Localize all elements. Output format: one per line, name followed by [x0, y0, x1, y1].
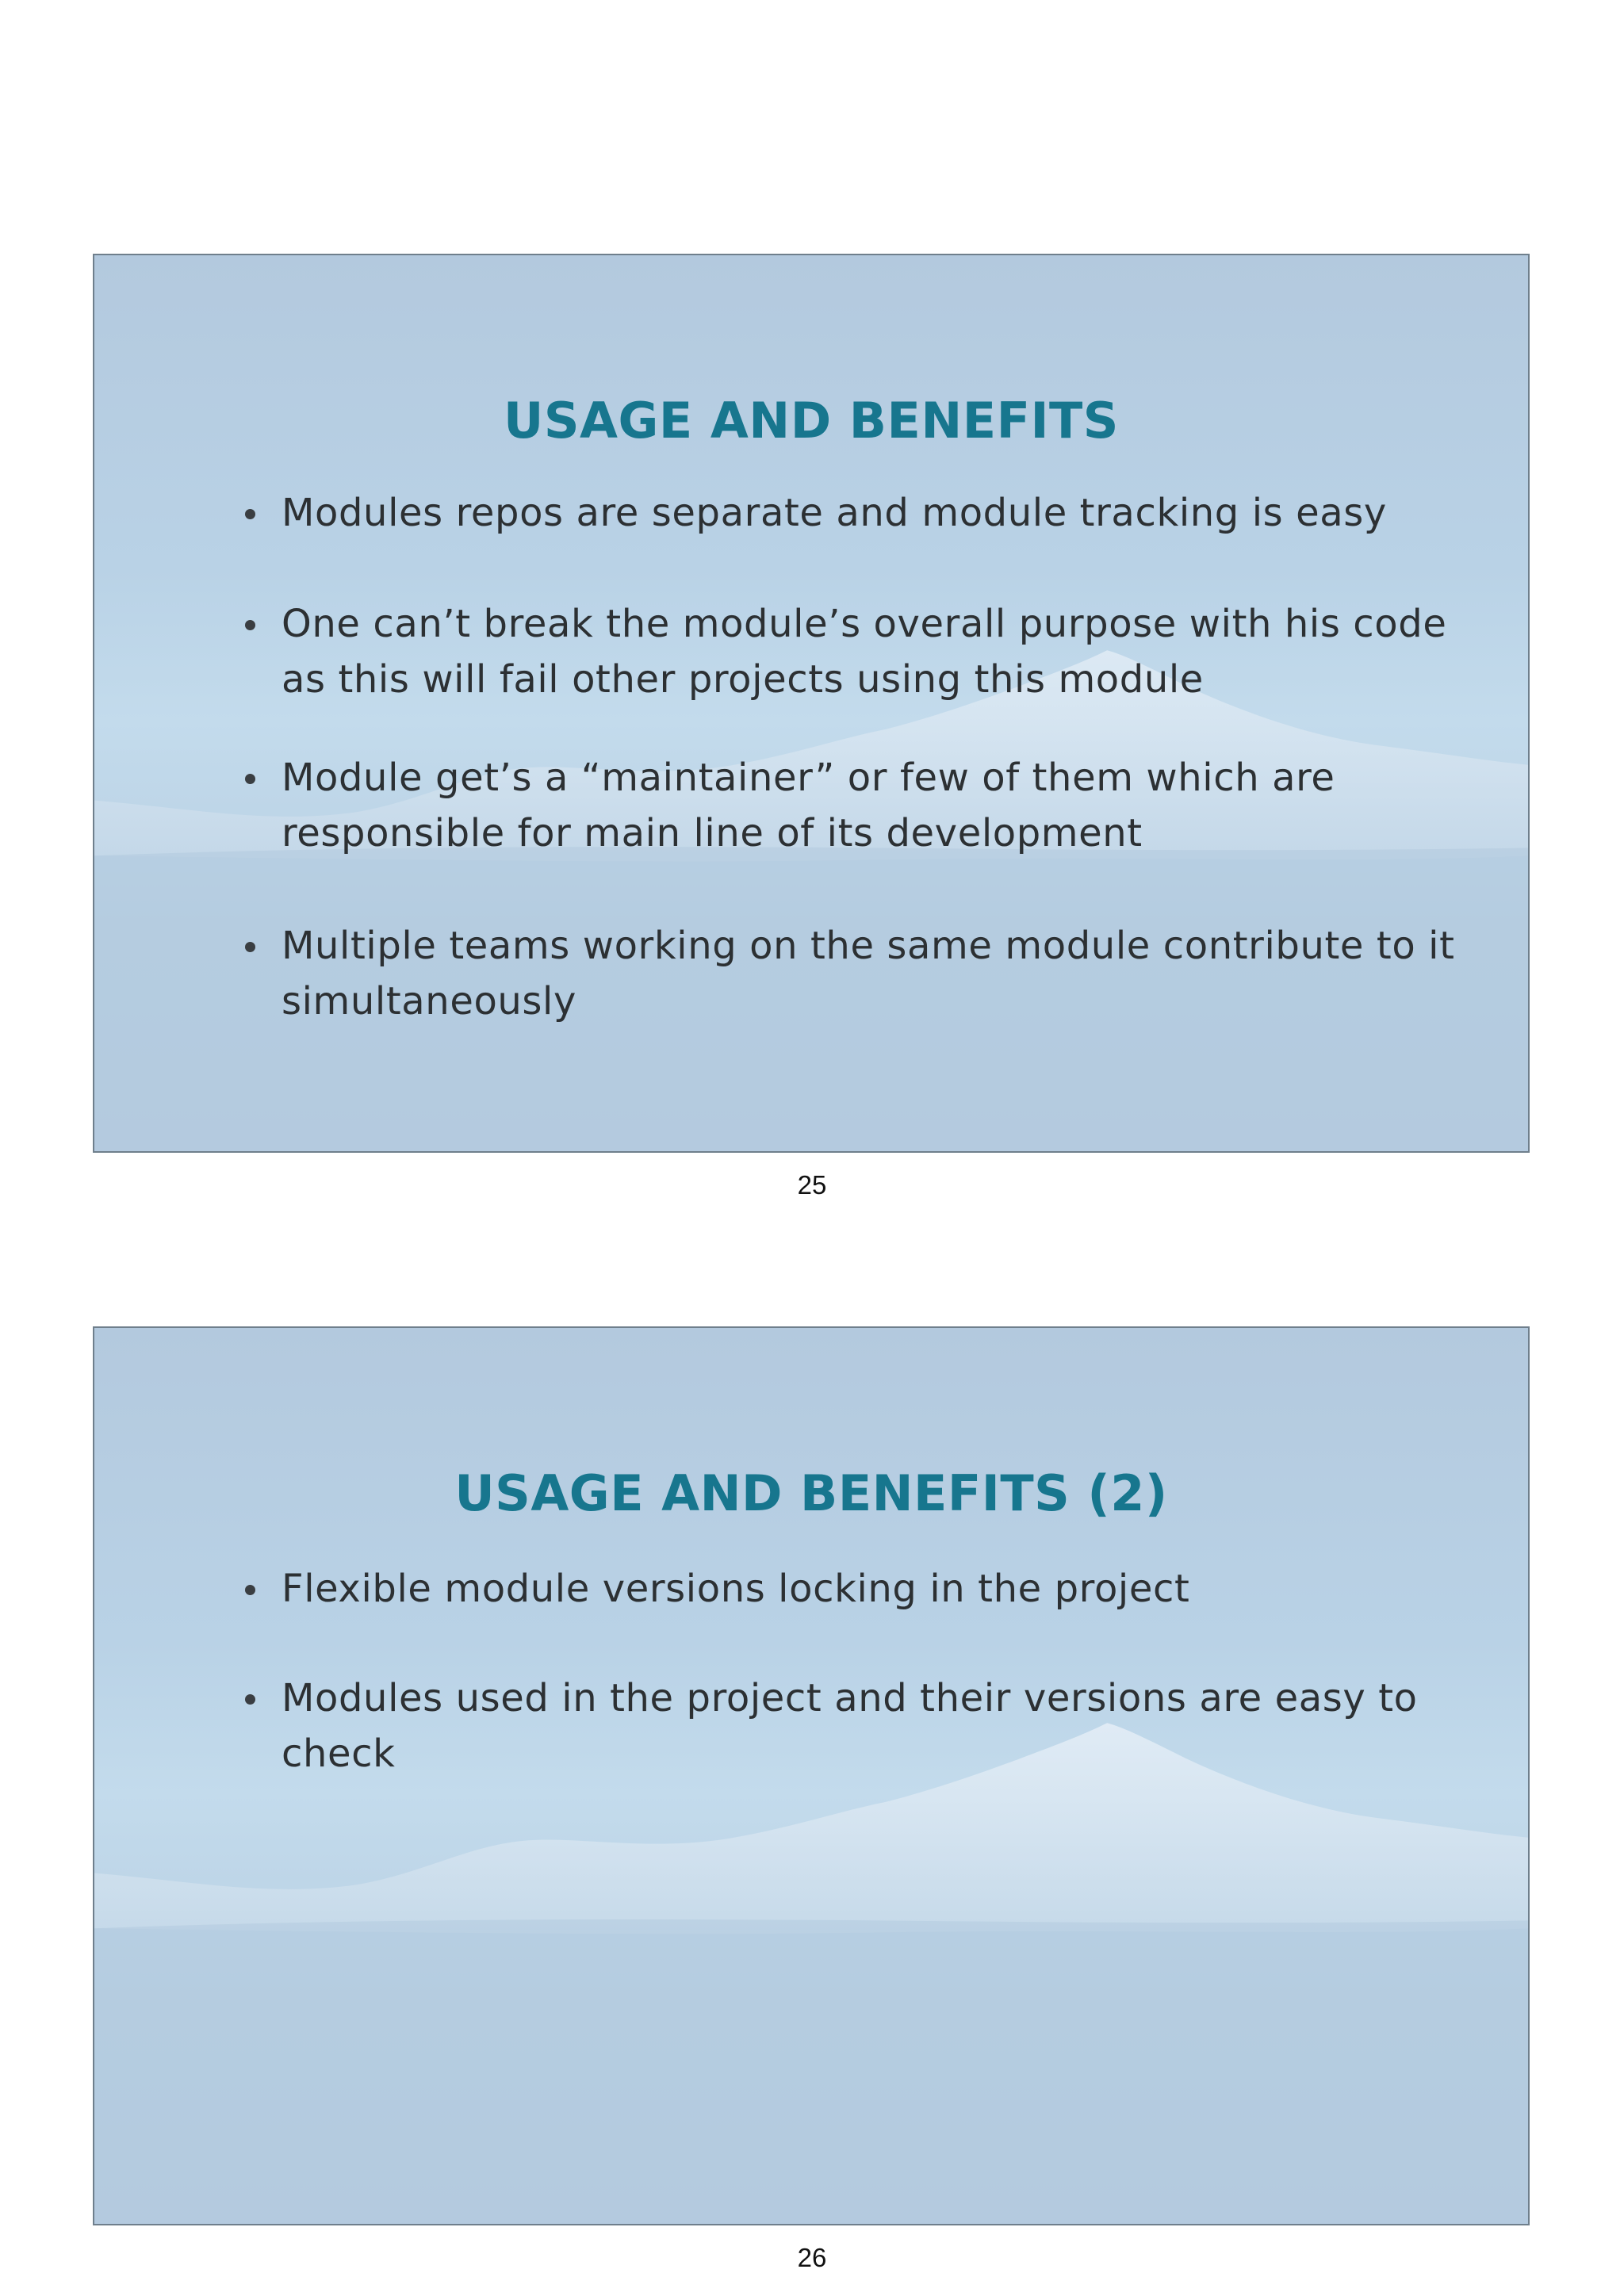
bullet-list: [245, 1670, 1466, 1781]
slide-title: USAGE AND BENEFITS (2): [454, 1464, 1168, 1522]
bullet-dot-icon: [245, 509, 255, 519]
bullet-dot-icon: [245, 1585, 255, 1595]
list-item: [245, 596, 1466, 707]
bullet-dot-icon: [245, 620, 255, 630]
bullet-list: [245, 918, 1466, 1029]
list-item: [245, 918, 1466, 1029]
bullet-list: [245, 1561, 1466, 1617]
page-number: 26: [797, 2243, 827, 2272]
page-number: 25: [797, 1170, 827, 1200]
bullet-text: Module get’s a “maintainer” or few of them which are responsible for main line of its development: [282, 756, 1335, 855]
slide-title: USAGE AND BENEFITS: [504, 392, 1119, 450]
list-item: [245, 1670, 1466, 1781]
bullet-text: Modules used in the project and their versions are easy to check: [282, 1676, 1418, 1776]
bullet-dot-icon: [245, 774, 255, 784]
bullet-text: Flexible module versions locking in the project: [282, 1567, 1190, 1611]
list-item: [245, 750, 1466, 861]
bullet-text: Modules repos are separate and module tracking is easy: [282, 491, 1387, 535]
list-item: [245, 485, 1466, 541]
bullet-text: One can’t break the module’s overall purpose with his code as this will fail other projects using this module: [282, 602, 1447, 702]
bullet-dot-icon: [245, 1694, 255, 1705]
list-item: [245, 1561, 1466, 1617]
slide-26: [93, 1326, 1530, 2225]
bullet-list: [245, 596, 1466, 707]
bullet-dot-icon: [245, 942, 255, 952]
bullet-list: [245, 485, 1466, 541]
bullet-text: Multiple teams working on the same module contribute to it simultaneously: [282, 924, 1455, 1024]
slide-25: [93, 254, 1530, 1153]
bullet-list: [245, 750, 1466, 861]
